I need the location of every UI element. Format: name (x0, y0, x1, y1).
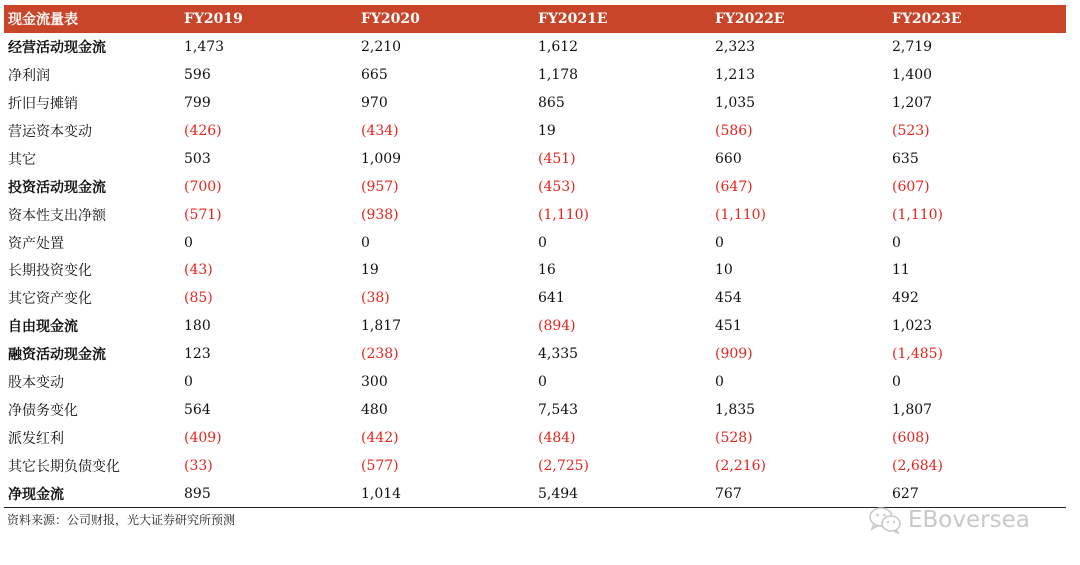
table-cell: (608) (892, 430, 930, 447)
table-cell: (409) (184, 430, 222, 447)
table-row (4, 396, 1066, 424)
table-cell: 16 (538, 262, 556, 279)
row-label: 净债务变化 (8, 403, 78, 420)
table-cell: 1,817 (361, 318, 402, 335)
table-cell: 480 (361, 402, 388, 419)
table-row (4, 424, 1066, 452)
row-label: 折旧与摊销 (8, 95, 78, 112)
table-cell: 799 (184, 94, 211, 111)
table-cell: 1,009 (361, 150, 402, 167)
table-cell: 492 (892, 290, 919, 307)
table-cell: (85) (184, 290, 213, 307)
table-cell: (426) (184, 122, 222, 139)
table-cell: (938) (361, 206, 399, 223)
table-row (4, 61, 1066, 89)
table-cell: 0 (361, 234, 370, 251)
table-row (4, 201, 1066, 229)
table-cell: 1,213 (715, 66, 756, 83)
header-fy2020: FY2020 (361, 11, 420, 27)
row-label: 投资活动现金流 (8, 179, 106, 196)
header-fy2021e: FY2021E (538, 11, 608, 27)
table-cell: 7,543 (538, 402, 579, 419)
table-row (4, 312, 1066, 340)
table-cell: 300 (361, 374, 388, 391)
table-cell: (2,684) (892, 458, 944, 475)
table-cell: 1,807 (892, 402, 933, 419)
wechat-icon (868, 506, 902, 534)
table-cell: (451) (538, 150, 576, 167)
table-cell: 1,014 (361, 485, 402, 502)
table-cell: 1,178 (538, 66, 579, 83)
table-cell: 1,035 (715, 94, 756, 111)
table-cell: 660 (715, 150, 742, 167)
table-cell: 1,612 (538, 38, 579, 55)
row-label: 净利润 (8, 67, 50, 84)
row-label: 资本性支出净额 (8, 207, 106, 224)
table-cell: 2,719 (892, 38, 933, 55)
table-row (4, 173, 1066, 201)
table-cell: 627 (892, 485, 919, 502)
table-row (4, 452, 1066, 480)
watermark-text: EBoversea (908, 507, 1030, 533)
table-cell: 0 (715, 374, 724, 391)
header-title: 现金流量表 (8, 12, 78, 28)
table-cell: 970 (361, 94, 388, 111)
table-cell: (957) (361, 178, 399, 195)
row-label: 自由现金流 (8, 319, 78, 336)
table-cell: 1,207 (892, 94, 933, 111)
table-cell: 0 (892, 234, 901, 251)
watermark (868, 506, 1030, 534)
row-label: 融资活动现金流 (8, 347, 106, 364)
table-row (4, 480, 1066, 508)
table-cell: (647) (715, 178, 753, 195)
table-cell: (909) (715, 346, 753, 363)
row-label: 资产处置 (8, 235, 64, 252)
table-row (4, 368, 1066, 396)
header-fy2022e: FY2022E (715, 11, 785, 27)
table-row (4, 340, 1066, 368)
table-cell: 10 (715, 262, 733, 279)
table-body (4, 33, 1066, 508)
table-row (4, 117, 1066, 145)
table-row (4, 257, 1066, 285)
table-row (4, 229, 1066, 257)
table-cell: 1,400 (892, 66, 933, 83)
table-cell: 635 (892, 150, 919, 167)
table-cell: 451 (715, 318, 742, 335)
table-cell: 0 (184, 234, 193, 251)
table-cell: (523) (892, 122, 930, 139)
table-cell: (434) (361, 122, 399, 139)
table-cell: 665 (361, 66, 388, 83)
table-cell: (2,725) (538, 458, 590, 475)
table-cell: 0 (184, 374, 193, 391)
table-cell: (1,485) (892, 346, 944, 363)
table-cell: 180 (184, 318, 211, 335)
table-cell: 0 (538, 234, 547, 251)
table-cell: 1,835 (715, 402, 756, 419)
table-cell: 1,473 (184, 38, 225, 55)
table-header-row (4, 5, 1066, 33)
header-fy2019: FY2019 (184, 11, 243, 27)
cash-flow-table-container (4, 5, 1066, 508)
row-label: 营运资本变动 (8, 123, 92, 140)
row-label: 其它 (8, 151, 36, 168)
cash-flow-table (4, 5, 1066, 508)
table-cell: (2,216) (715, 458, 767, 475)
table-cell: (442) (361, 430, 399, 447)
table-cell: 895 (184, 485, 211, 502)
table-cell: 596 (184, 66, 211, 83)
table-cell: (33) (184, 458, 213, 475)
row-label: 其它长期负债变化 (8, 459, 120, 476)
row-label: 长期投资变化 (8, 263, 92, 280)
table-cell: (607) (892, 178, 930, 195)
table-cell: 2,323 (715, 38, 756, 55)
table-cell: 865 (538, 94, 565, 111)
table-cell: (571) (184, 206, 222, 223)
row-label: 净现金流 (8, 486, 64, 503)
table-cell: (1,110) (538, 206, 590, 223)
table-cell: 19 (538, 122, 556, 139)
table-row (4, 284, 1066, 312)
row-label: 股本变动 (8, 375, 64, 392)
header-fy2023e: FY2023E (892, 11, 962, 27)
table-cell: (577) (361, 458, 399, 475)
table-cell: 767 (715, 485, 742, 502)
table-cell: (43) (184, 262, 213, 279)
table-cell: (528) (715, 430, 753, 447)
table-cell: (1,110) (715, 206, 767, 223)
table-cell: (1,110) (892, 206, 944, 223)
table-cell: (894) (538, 318, 576, 335)
table-row (4, 145, 1066, 173)
table-cell: 564 (184, 402, 211, 419)
source-note: 资料来源：公司财报，光大证券研究所预测 (7, 513, 236, 527)
table-cell: 0 (892, 374, 901, 391)
table-cell: 641 (538, 290, 565, 307)
row-label: 其它资产变化 (8, 291, 92, 308)
table-cell: 19 (361, 262, 379, 279)
table-cell: (700) (184, 178, 222, 195)
table-cell: 454 (715, 290, 742, 307)
table-cell: 503 (184, 150, 211, 167)
table-cell: 1,023 (892, 318, 933, 335)
table-cell: 2,210 (361, 38, 402, 55)
table-cell: (38) (361, 290, 390, 307)
table-cell: 11 (892, 262, 910, 279)
table-cell: (484) (538, 430, 576, 447)
table-row (4, 89, 1066, 117)
table-cell: 5,494 (538, 485, 579, 502)
table-cell: 123 (184, 346, 211, 363)
table-cell: 0 (538, 374, 547, 391)
table-row (4, 33, 1066, 61)
row-label: 派发红利 (8, 431, 64, 448)
table-cell: 4,335 (538, 346, 579, 363)
table-cell: (453) (538, 178, 576, 195)
row-label: 经营活动现金流 (8, 39, 106, 56)
table-cell: (586) (715, 122, 753, 139)
table-cell: 0 (715, 234, 724, 251)
table-cell: (238) (361, 346, 399, 363)
